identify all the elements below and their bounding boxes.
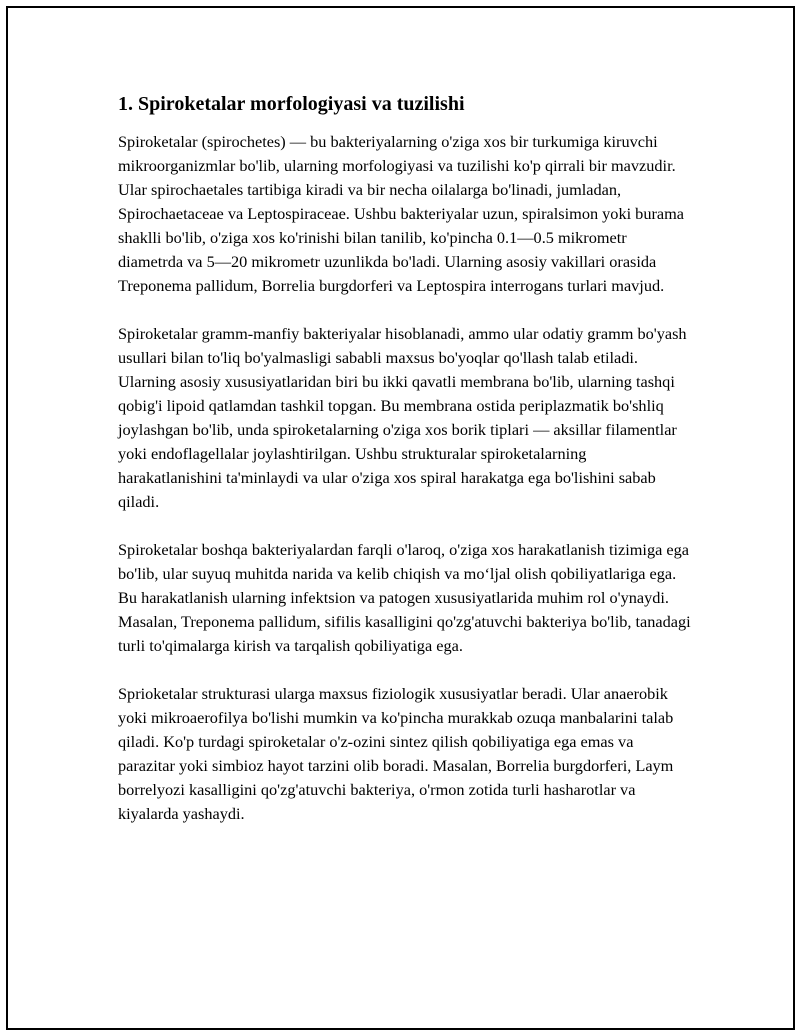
- document-body: [118, 90, 693, 850]
- page-frame: [6, 6, 795, 1030]
- paragraph-4: Sprioketalar strukturasi ularga maxsus fiziologik xususiyatlar beradi. Ular anaerobik yoki mikroaerofilya bo'lishi mumkin va ko'pincha murakkab ozuqa manbalarini talab qiladi. Ko'p turdagi spiroketalar o'z-ozini sintez qilish qobiliyatiga ega emas va parazitar yoki simbioz hayot tarzini olib boradi. Masalan, Borrelia burgdorferi, Laym borrelyozi kasalligini qo'zg'atuvchi bakteriya, o'rmon zotida turli hasharotlar va kiyalarda yashaydi.: [118, 684, 674, 823]
- section-heading: 1. Spiroketalar morfologiyasi va tuzilishi: [118, 93, 465, 115]
- paragraph-2: Spiroketalar gramm-manfiy bakteriyalar hisoblanadi, ammo ular odatiy gramm bo'yash usullari bilan to'liq bo'yalmasligi sababli maxsus bo'yoqlar qo'llash talab etiladi. Ularning asosiy xususiyatlaridan biri bu ikki qavatli membrana bo'lib, ularning tashqi qobig'i lipoid qatlamdan tashkil topgan. Bu membrana ostida periplazmatik bo'shliq joylashgan bo'lib, unda spiroketalarning o'ziga xos borik tiplari — aksillar filamentlar yoki endoflagellalar joylashtirilgan. Ushbu strukturalar spiroketalarning harakatlanishini ta'minlaydi va ular o'ziga xos spiral harakatga ega bo'lishini sabab qiladi.: [118, 324, 687, 511]
- paragraph-1: Spiroketalar (spirochetes) — bu bakteriyalarning o'ziga xos bir turkumiga kiruvchi mikroorganizmlar bo'lib, ularning morfologiyasi va tuzilishi ko'p qirrali bir mavzudir. Ular spirochaetales tartibiga kiradi va bir necha oilalarga bo'linadi, jumladan, Spirochaetaceae va Leptospiraceae. Ushbu bakteriyalar uzun, spiralsimon yoki burama shaklli bo'lib, o'ziga xos ko'rinishi bilan tanilib, ko'pincha 0.1—0.5 mikrometr diametrda va 5—20 mikrometr uzunlikda bo'ladi. Ularning asosiy vakillari orasida Treponema pallidum, Borrelia burgdorferi va Leptospira interrogans turlari mavjud.: [118, 132, 685, 295]
- paragraph-3: Spiroketalar boshqa bakteriyalardan farqli o'laroq, o'ziga xos harakatlanish tizimiga ega bo'lib, ular suyuq muhitda narida va kelib chiqish va mo‘ljal olish qobiliyatlariga ega. Bu harakatlanish ularning infektsion va patogen xususiyatlarida muhim rol o'ynaydi. Masalan, Treponema pallidum, sifilis kasalligini qo'zg'atuvchi bakteriya bo'lib, tanadagi turli to'qimalarga kirish va tarqalish qobiliyatiga ega.: [118, 540, 691, 655]
